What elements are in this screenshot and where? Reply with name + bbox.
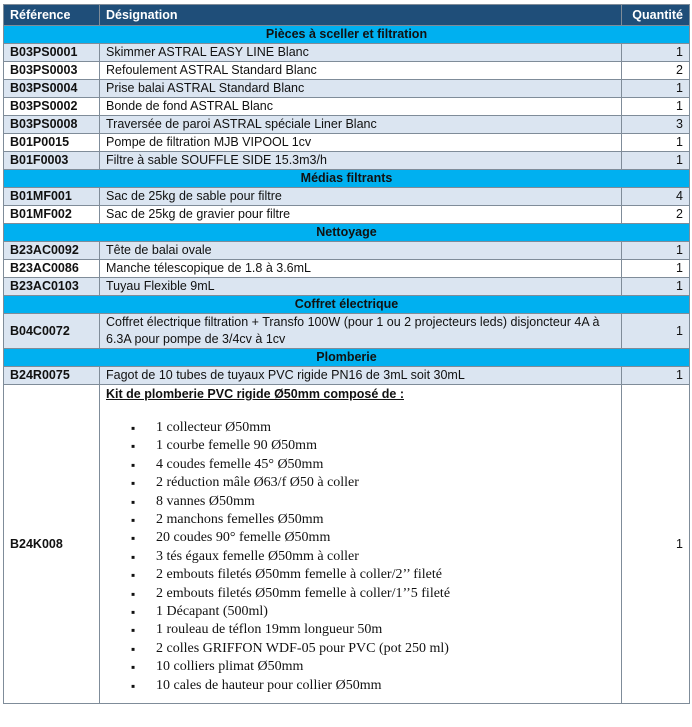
section-title: Médias filtrants xyxy=(4,170,690,188)
section-header-row xyxy=(4,349,690,367)
header-quantity: Quantité xyxy=(622,5,690,26)
cell-reference: B03PS0008 xyxy=(4,116,100,134)
cell-designation: Tuyau Flexible 9mL xyxy=(100,278,622,296)
cell-reference: B01MF001 xyxy=(4,188,100,206)
equipment-list xyxy=(3,4,689,704)
cell-quantity: 1 xyxy=(622,134,690,152)
section-title: Plomberie xyxy=(4,349,690,367)
cell-designation: Sac de 25kg de gravier pour filtre xyxy=(100,206,622,224)
header-designation: Désignation xyxy=(100,5,622,26)
cell-designation: Skimmer ASTRAL EASY LINE Blanc xyxy=(100,44,622,62)
cell-designation: Bonde de fond ASTRAL Blanc xyxy=(100,98,622,116)
cell-reference: B03PS0001 xyxy=(4,44,100,62)
cell-designation: Filtre à sable SOUFFLE SIDE 15.3m3/h xyxy=(100,152,622,170)
cell-quantity: 1 xyxy=(622,278,690,296)
table-row xyxy=(4,116,690,134)
list-item: ▪ 2 réduction mâle Ø63/f Ø50 à coller xyxy=(156,474,615,492)
table-row xyxy=(4,98,690,116)
cell-reference: B23AC0086 xyxy=(4,260,100,278)
cell-designation: Traversée de paroi ASTRAL spéciale Liner Blanc xyxy=(100,116,622,134)
list-item: ▪ 2 manchons femelles Ø50mm xyxy=(156,511,615,529)
list-item: ▪ 2 embouts filetés Ø50mm femelle à coller/2’’ fileté xyxy=(156,566,615,584)
table-header xyxy=(4,5,690,26)
list-item: ▪ 10 colliers plimat Ø50mm xyxy=(156,658,615,676)
list-item: ▪ 20 coudes 90° femelle Ø50mm xyxy=(156,529,615,547)
list-item: ▪ 1 rouleau de téflon 19mm longueur 50m xyxy=(156,621,615,639)
table-body xyxy=(4,26,690,704)
section-title: Pièces à sceller et filtration xyxy=(4,26,690,44)
cell-designation: Sac de 25kg de sable pour filtre xyxy=(100,188,622,206)
section-header-row xyxy=(4,170,690,188)
cell-quantity: 1 xyxy=(622,98,690,116)
cell-reference: B04C0072 xyxy=(4,314,100,349)
cell-quantity: 1 xyxy=(622,385,690,704)
list-item: ▪ 1 courbe femelle 90 Ø50mm xyxy=(156,437,615,455)
section-title: Coffret électrique xyxy=(4,296,690,314)
cell-quantity: 2 xyxy=(622,206,690,224)
list-item: ▪ 3 tés égaux femelle Ø50mm à coller xyxy=(156,548,615,566)
section-header-row xyxy=(4,26,690,44)
cell-quantity: 1 xyxy=(622,260,690,278)
list-item: ▪ 4 coudes femelle 45° Ø50mm xyxy=(156,456,615,474)
table-row xyxy=(4,62,690,80)
cell-quantity: 1 xyxy=(622,367,690,385)
table-row xyxy=(4,134,690,152)
kit-title: Kit de plomberie PVC rigide Ø50mm composé de : xyxy=(106,387,404,401)
cell-quantity: 2 xyxy=(622,62,690,80)
cell-quantity: 3 xyxy=(622,116,690,134)
section-title: Nettoyage xyxy=(4,224,690,242)
table-row xyxy=(4,44,690,62)
cell-reference: B01F0003 xyxy=(4,152,100,170)
cell-reference: B23AC0103 xyxy=(4,278,100,296)
section-header-row xyxy=(4,296,690,314)
cell-designation: Tête de balai ovale xyxy=(100,242,622,260)
table-row xyxy=(4,367,690,385)
table-row xyxy=(4,278,690,296)
table-row xyxy=(4,80,690,98)
cell-reference: B03PS0003 xyxy=(4,62,100,80)
list-item: ▪ 8 vannes Ø50mm xyxy=(156,493,615,511)
parts-table xyxy=(3,4,690,704)
list-item: ▪ 1 Décapant (500ml) xyxy=(156,603,615,621)
cell-reference: B01P0015 xyxy=(4,134,100,152)
kit-designation-cell xyxy=(100,385,622,704)
cell-reference: B24K008 xyxy=(4,385,100,704)
cell-designation: Refoulement ASTRAL Standard Blanc xyxy=(100,62,622,80)
cell-reference: B01MF002 xyxy=(4,206,100,224)
section-header-row xyxy=(4,224,690,242)
table-row xyxy=(4,242,690,260)
cell-quantity: 1 xyxy=(622,242,690,260)
list-item: ▪ 2 colles GRIFFON WDF-05 pour PVC (pot 250 ml) xyxy=(156,640,615,658)
table-row xyxy=(4,188,690,206)
table-row xyxy=(4,260,690,278)
cell-quantity: 4 xyxy=(622,188,690,206)
cell-reference: B03PS0002 xyxy=(4,98,100,116)
list-item: ▪ 1 collecteur Ø50mm xyxy=(156,419,615,437)
cell-designation: Prise balai ASTRAL Standard Blanc xyxy=(100,80,622,98)
cell-quantity: 1 xyxy=(622,314,690,349)
table-row xyxy=(4,152,690,170)
cell-quantity: 1 xyxy=(622,152,690,170)
cell-designation: Fagot de 10 tubes de tuyaux PVC rigide PN16 de 3mL soit 30mL xyxy=(100,367,622,385)
cell-quantity: 1 xyxy=(622,80,690,98)
table-row xyxy=(4,314,690,349)
cell-designation: Pompe de filtration MJB VIPOOL 1cv xyxy=(100,134,622,152)
kit-component-list xyxy=(106,419,615,695)
cell-designation: Coffret électrique filtration + Transfo 100W (pour 1 ou 2 projecteurs leds) disjoncteur 4A à 6.3A pour pompe de 3/4cv à 1cv xyxy=(100,314,622,349)
table-row xyxy=(4,206,690,224)
list-item: ▪ 10 cales de hauteur pour collier Ø50mm xyxy=(156,677,615,695)
list-item: ▪ 2 embouts filetés Ø50mm femelle à coller/1’’5 fileté xyxy=(156,585,615,603)
cell-reference: B03PS0004 xyxy=(4,80,100,98)
cell-reference: B23AC0092 xyxy=(4,242,100,260)
cell-reference: B24R0075 xyxy=(4,367,100,385)
cell-designation: Manche télescopique de 1.8 à 3.6mL xyxy=(100,260,622,278)
header-reference: Référence xyxy=(4,5,100,26)
cell-quantity: 1 xyxy=(622,44,690,62)
kit-row xyxy=(4,385,690,704)
